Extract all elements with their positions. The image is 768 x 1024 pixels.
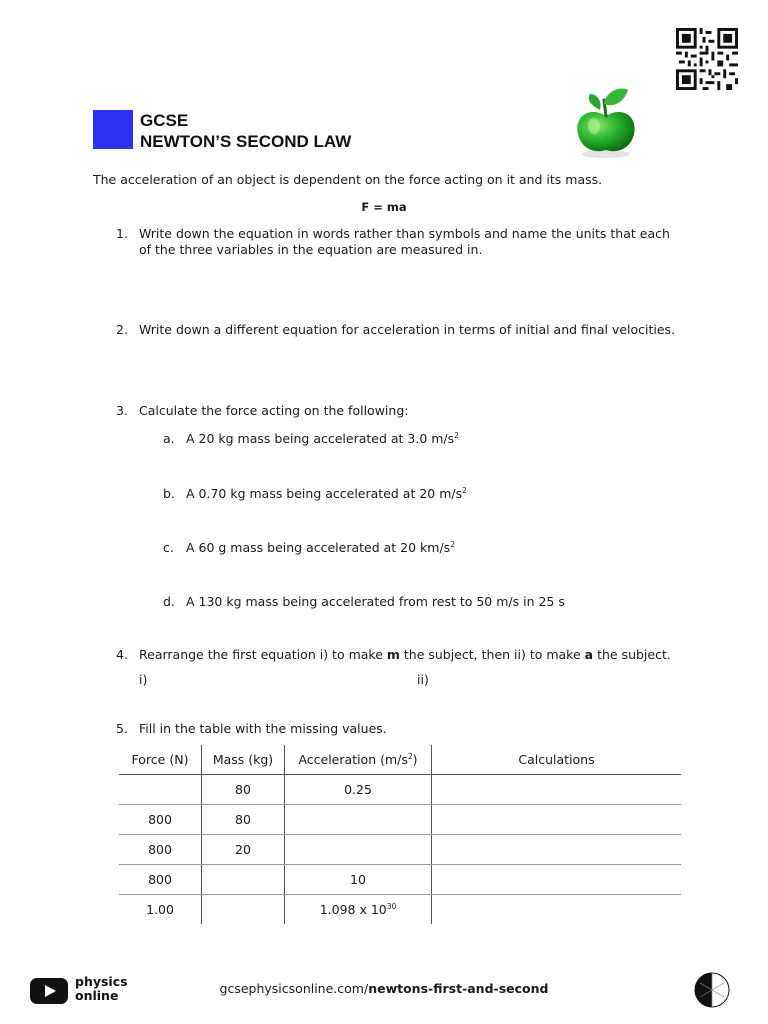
title-line-topic: NEWTON’S SECOND LAW bbox=[140, 132, 352, 151]
apple-icon bbox=[560, 80, 660, 160]
question-5 bbox=[116, 721, 676, 737]
cell-acceleration[interactable] bbox=[285, 805, 432, 835]
question-number: 2. bbox=[116, 322, 128, 337]
subquestion-text: A 130 kg mass being accelerated from rest to 50 m/s in 25 s bbox=[186, 594, 565, 609]
question-3d bbox=[163, 594, 683, 609]
cell-force[interactable] bbox=[119, 775, 202, 805]
header-force: Force (N) bbox=[119, 745, 202, 775]
cell-acceleration: 0.25 bbox=[285, 775, 432, 805]
superscript: 2 bbox=[450, 540, 455, 549]
question-4 bbox=[116, 647, 676, 663]
table-row bbox=[119, 895, 681, 925]
circle-logo-icon bbox=[694, 972, 730, 1008]
question-2 bbox=[116, 322, 676, 338]
title-line-gcse: GCSE bbox=[140, 111, 189, 130]
qr-code-icon bbox=[676, 28, 738, 90]
cell-calculations[interactable] bbox=[432, 895, 682, 925]
question-number: 3. bbox=[116, 403, 128, 418]
header-mass: Mass (kg) bbox=[202, 745, 285, 775]
header-calculations: Calculations bbox=[432, 745, 682, 775]
question-number: 4. bbox=[116, 647, 128, 662]
table-row bbox=[119, 805, 681, 835]
subquestion-letter: a. bbox=[163, 431, 175, 446]
answer-label-ii: ii) bbox=[417, 672, 429, 687]
header-acceleration: Acceleration $(m/s^2)$ bbox=[285, 745, 432, 775]
subquestion-letter: c. bbox=[163, 540, 174, 555]
question-text: Calculate the force acting on the following: bbox=[139, 403, 409, 418]
question-text: Fill in the table with the missing values. bbox=[139, 721, 387, 736]
cell-force: 800 bbox=[119, 805, 202, 835]
question-text: Rearrange the first equation i) to make m the subject, then ii) to make a the subject. bbox=[139, 647, 671, 662]
footer-url[interactable]: gcsephysicsonline.com/newtons-first-and-second bbox=[219, 981, 549, 996]
cell-mass: 80 bbox=[202, 775, 285, 805]
question-3a bbox=[163, 431, 683, 446]
question-3b bbox=[163, 486, 683, 501]
cell-mass: 20 bbox=[202, 835, 285, 865]
cell-calculations[interactable] bbox=[432, 805, 682, 835]
logo-text: physics online bbox=[75, 974, 128, 1003]
brand-square bbox=[93, 110, 133, 149]
table-row bbox=[119, 775, 681, 805]
answer-label-i: i) bbox=[139, 672, 148, 687]
question-number: 1. bbox=[116, 226, 128, 241]
table-header-row bbox=[119, 745, 681, 775]
question-text: Write down a different equation for acceleration in terms of initial and final velocities. bbox=[139, 322, 676, 337]
cell-calculations[interactable] bbox=[432, 775, 682, 805]
values-table bbox=[119, 745, 681, 924]
superscript: 2 bbox=[462, 486, 467, 495]
cell-calculations[interactable] bbox=[432, 835, 682, 865]
cell-force: 800 bbox=[119, 865, 202, 895]
question-3c bbox=[163, 540, 683, 555]
formula: F = ma bbox=[361, 200, 407, 214]
cell-mass[interactable] bbox=[202, 865, 285, 895]
subquestion-letter: b. bbox=[163, 486, 175, 501]
question-text: Write down the equation in words rather than symbols and name the units that each of the three variables in the equation are measured in. bbox=[139, 226, 670, 257]
subquestion-text: A 0.70 kg mass being accelerated at 20 $m/s^2$ bbox=[186, 486, 467, 501]
cell-acceleration: 1.098 x $10^{30}$ bbox=[285, 895, 432, 925]
intro-text: The acceleration of an object is dependent on the force acting on it and its mass. bbox=[93, 172, 603, 187]
question-3 bbox=[116, 403, 676, 419]
superscript: 2 bbox=[454, 431, 459, 440]
cell-calculations[interactable] bbox=[432, 865, 682, 895]
subquestion-letter: d. bbox=[163, 594, 175, 609]
page-title bbox=[140, 110, 351, 152]
cell-mass: 80 bbox=[202, 805, 285, 835]
cell-acceleration[interactable] bbox=[285, 835, 432, 865]
subquestion-text: A 20 kg mass being accelerated at 3.0 $m/s^2$ bbox=[186, 431, 459, 446]
question-number: 5. bbox=[116, 721, 128, 736]
cell-mass[interactable] bbox=[202, 895, 285, 925]
cell-force: 1.00 bbox=[119, 895, 202, 925]
subquestion-text: A 60 g mass being accelerated at 20 $km/s^2$ bbox=[186, 540, 455, 555]
table-row bbox=[119, 835, 681, 865]
cell-force: 800 bbox=[119, 835, 202, 865]
table-row bbox=[119, 865, 681, 895]
cell-acceleration: 10 bbox=[285, 865, 432, 895]
question-1 bbox=[116, 226, 676, 258]
